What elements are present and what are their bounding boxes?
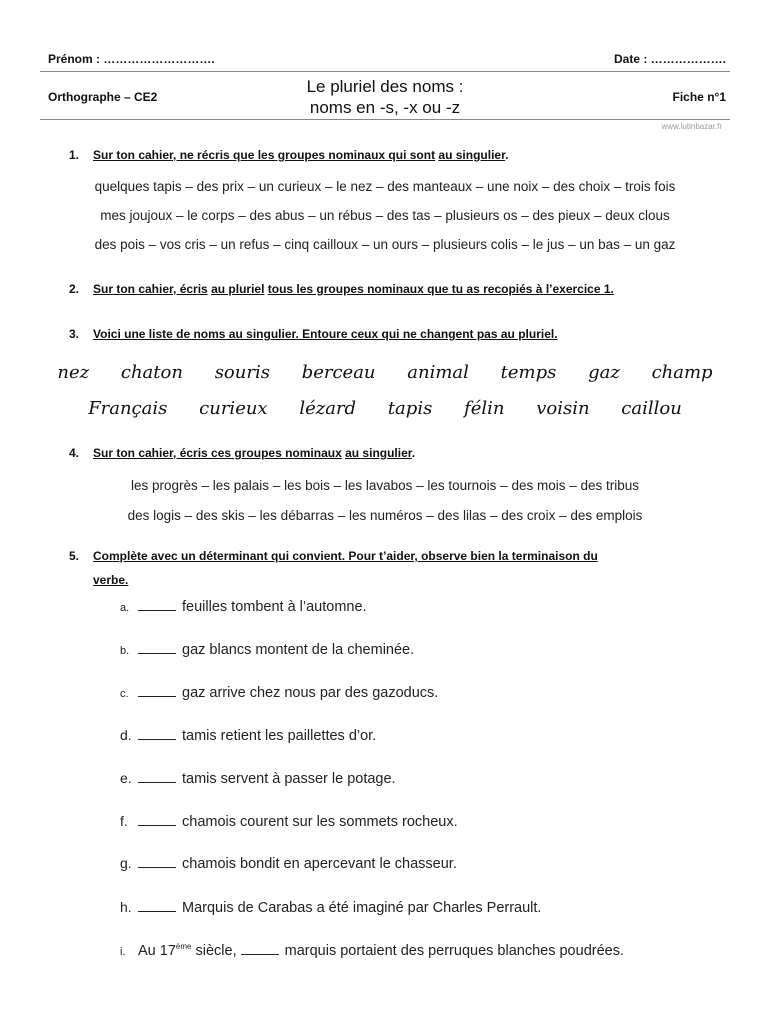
q4-line: des logis – des skis – les débarras – les numéros – des lilas – des croix – des emplois bbox=[127, 508, 643, 523]
item-letter: d. bbox=[120, 727, 132, 743]
exercise-item bbox=[120, 727, 376, 744]
question-emphasis: au singulier bbox=[345, 446, 412, 460]
item-letter: b. bbox=[120, 645, 130, 657]
q4-line: les progrès – les palais – les bois – les lavabos – les tournois – des mois – des tribus bbox=[130, 478, 640, 493]
q1-line: mes joujoux – le corps – des abus – un rébus – des tas – plusieurs os – des pieux – deux clous bbox=[100, 208, 670, 223]
word[interactable]: tapis bbox=[387, 398, 433, 419]
answer-blank[interactable] bbox=[138, 641, 176, 654]
word[interactable]: félin bbox=[464, 398, 505, 419]
question-emphasis: au pluriel bbox=[211, 282, 265, 296]
header-row-1 bbox=[40, 50, 730, 68]
exercise-item bbox=[120, 855, 457, 872]
item-text: marquis portaient des perruques blanches poudrées. bbox=[284, 943, 624, 959]
question-emphasis: au singulier bbox=[438, 148, 506, 162]
superscript: ème bbox=[175, 942, 192, 952]
question-text: Voici une liste de noms au singulier. Entoure ceux qui ne changent pas au pluriel. bbox=[93, 327, 558, 341]
exercise-item bbox=[120, 641, 414, 658]
item-text: siècle, bbox=[191, 943, 237, 959]
page-title bbox=[40, 76, 730, 118]
item-text: Au 17 bbox=[138, 943, 176, 959]
word[interactable]: chaton bbox=[120, 362, 183, 383]
word[interactable]: curieux bbox=[199, 398, 268, 419]
item-text: gaz blancs montent de la cheminée. bbox=[182, 642, 415, 658]
answer-blank[interactable] bbox=[138, 770, 176, 783]
answer-blank[interactable] bbox=[138, 899, 176, 912]
question-1 bbox=[69, 148, 508, 162]
item-letter: e. bbox=[120, 770, 132, 786]
divider bbox=[40, 71, 730, 72]
answer-blank[interactable] bbox=[241, 942, 279, 955]
question-5 bbox=[69, 549, 598, 563]
answer-blank[interactable] bbox=[138, 855, 176, 868]
answer-blank[interactable] bbox=[138, 813, 176, 826]
question-2 bbox=[69, 282, 614, 296]
exercise-item bbox=[120, 684, 438, 701]
item-letter: h. bbox=[120, 899, 132, 915]
item-text: tamis retient les paillettes d’or. bbox=[182, 728, 377, 744]
word[interactable]: gaz bbox=[588, 362, 620, 383]
q1-line: des pois – vos cris – un refus – cinq cailloux – un ours – plusieurs colis – le jus – un bas – un gaz bbox=[94, 237, 676, 252]
word[interactable]: Français bbox=[88, 398, 168, 419]
word[interactable]: souris bbox=[214, 362, 270, 383]
question-text: Sur ton cahier, ne récris que les groupes nominaux qui sont bbox=[93, 148, 436, 162]
word[interactable]: temps bbox=[500, 362, 557, 383]
item-text: gaz arrive chez nous par des gazoducs. bbox=[182, 685, 439, 701]
exercise-item bbox=[120, 770, 396, 787]
exercise-item bbox=[120, 598, 367, 615]
item-letter: f. bbox=[120, 813, 128, 829]
q1-line: quelques tapis – des prix – un curieux – le nez – des manteaux – une noix – des choix – trois fois bbox=[94, 179, 676, 194]
question-5-cont bbox=[93, 573, 128, 587]
question-number: 2. bbox=[69, 282, 80, 296]
question-number: 1. bbox=[69, 148, 80, 162]
item-text: chamois bondit en apercevant le chasseur. bbox=[182, 856, 457, 872]
word[interactable]: voisin bbox=[536, 398, 590, 419]
word-row-2 bbox=[0, 398, 770, 419]
word[interactable]: champ bbox=[651, 362, 713, 383]
item-text: feuilles tombent à l’automne. bbox=[182, 599, 367, 615]
answer-blank[interactable] bbox=[138, 684, 176, 697]
question-number: 3. bbox=[69, 327, 80, 341]
question-end: tous les groupes nominaux que tu as recopiés à l’exercice 1. bbox=[267, 282, 614, 296]
subject-label: Orthographe – CE2 bbox=[48, 90, 158, 104]
question-4 bbox=[69, 446, 415, 460]
item-letter: a. bbox=[120, 602, 130, 614]
word[interactable]: animal bbox=[407, 362, 469, 383]
exercise-item bbox=[120, 813, 458, 830]
answer-blank[interactable] bbox=[138, 598, 176, 611]
word[interactable]: nez bbox=[57, 362, 90, 383]
question-number: 5. bbox=[69, 549, 80, 563]
item-letter: c. bbox=[120, 688, 129, 700]
date-field[interactable]: Date : ………………. bbox=[613, 52, 726, 66]
site-credit: www.lutinbazar.fr bbox=[661, 122, 722, 131]
fiche-label: Fiche n°1 bbox=[672, 90, 726, 104]
word[interactable]: berceau bbox=[301, 362, 376, 383]
question-text: Sur ton cahier, écris bbox=[93, 282, 208, 296]
question-text: verbe. bbox=[93, 573, 129, 587]
question-text: Sur ton cahier, écris ces groupes nominaux bbox=[93, 446, 342, 460]
exercise-item bbox=[120, 942, 624, 959]
answer-blank[interactable] bbox=[138, 727, 176, 740]
header-row-2 bbox=[40, 74, 730, 118]
divider bbox=[40, 119, 730, 120]
item-text: Marquis de Carabas a été imaginé par Charles Perrault. bbox=[182, 900, 542, 916]
prenom-field[interactable]: Prénom : ………………………. bbox=[48, 52, 215, 66]
question-text: Complète avec un déterminant qui convient. Pour t’aider, observe bien la terminaison du bbox=[93, 549, 598, 563]
question-end: . bbox=[411, 446, 416, 460]
item-text: tamis servent à passer le potage. bbox=[182, 771, 396, 787]
question-end: . bbox=[505, 148, 509, 162]
title-line-1: Le pluriel des noms : bbox=[306, 77, 464, 96]
question-number: 4. bbox=[69, 446, 80, 460]
item-letter: g. bbox=[120, 855, 132, 871]
word[interactable]: lézard bbox=[299, 398, 357, 419]
item-letter: i. bbox=[120, 946, 126, 958]
exercise-item bbox=[120, 899, 541, 916]
word-row-1 bbox=[0, 362, 770, 383]
question-3 bbox=[69, 327, 558, 341]
item-text: chamois courent sur les sommets rocheux. bbox=[182, 814, 458, 830]
word[interactable]: caillou bbox=[621, 398, 682, 419]
title-line-2: noms en -s, -x ou -z bbox=[309, 98, 461, 117]
